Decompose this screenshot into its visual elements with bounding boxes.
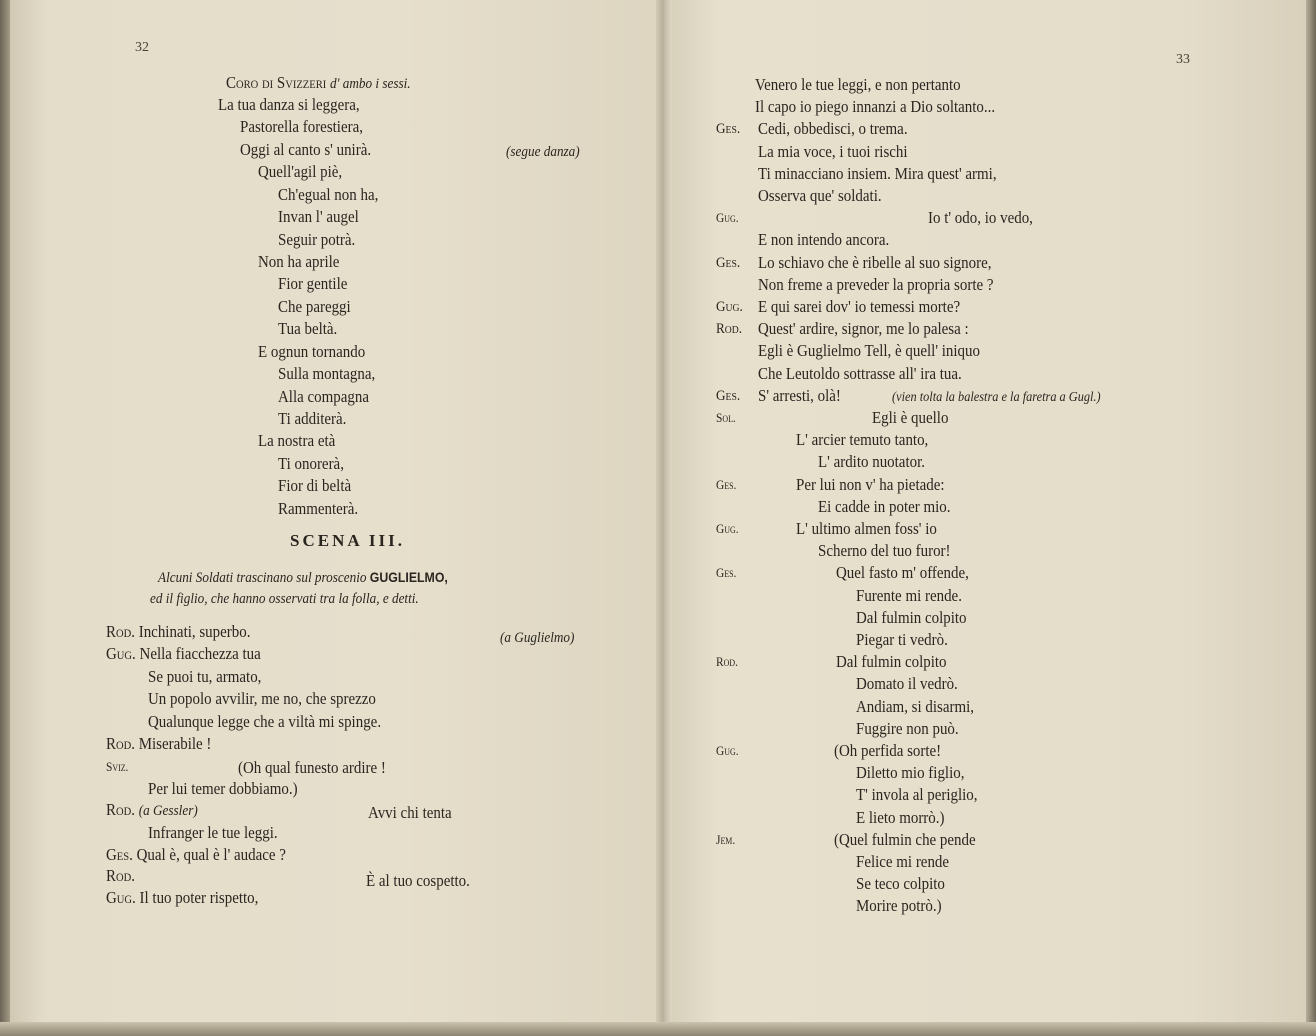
speaker-label: Rod. (106, 734, 135, 753)
dialogue-text: Io t' odo, io vedo, (928, 208, 1033, 228)
dialogue-text: E lieto morrò.) (856, 807, 945, 827)
verse-line: Oggi al canto s' unirà. (240, 140, 372, 159)
book-edge-left (0, 0, 10, 1036)
verse-line: Pastorella forestiera, (240, 117, 363, 136)
dialogue-line: Infranger le tue leggi. (148, 823, 278, 842)
scene-description-text: Alcuni Soldati trascinano sul proscenio (158, 570, 367, 586)
stage-direction: (a Gessler) (138, 803, 198, 819)
verse-line: Tua beltà. (278, 319, 338, 338)
dialogue-text: Non freme a preveder la propria sorte ? (758, 274, 994, 294)
book-gutter (656, 0, 672, 1036)
speaker-label: Ges. (716, 387, 741, 404)
dialogue-line (106, 733, 211, 755)
speaker-label: Gug. (106, 644, 136, 663)
stage-direction: (a Guglielmo) (500, 630, 575, 646)
verse-line: E ognun tornando (258, 342, 366, 361)
chorus-heading-note: d' ambo i sessi. (330, 76, 411, 92)
page-number-right: 33 (1176, 52, 1190, 67)
chorus-heading (226, 72, 411, 95)
speaker-label: Ges. (716, 476, 737, 492)
speaker-label: Ges. (716, 254, 741, 271)
dialogue-text: Egli è Guglielmo Tell, è quell' iniquo (758, 341, 981, 361)
scene-description-name: GUGLIELMO, (369, 569, 448, 585)
scene-description-line2: ed il figlio, che hanno osservati tra la folla, e detti. (150, 591, 419, 607)
speaker-label: Gug. (716, 743, 739, 758)
dialogue-text: Il capo io piego innanzi a Dio soltanto... (755, 97, 996, 117)
dialogue-line (106, 643, 261, 665)
dialogue-text: Andiam, si disarmi, (856, 696, 975, 716)
verse-line: Rammenterà. (278, 499, 359, 518)
dialogue-line (106, 887, 258, 909)
dialogue-text: Piegar ti vedrò. (856, 630, 948, 649)
dialogue-text: È al tuo cospetto. (366, 871, 470, 890)
dialogue-text: E qui sarei dov' io temessi morte? (758, 297, 961, 316)
dialogue-text: Egli è quello (872, 408, 949, 427)
verse-line: Invan l' augel (278, 207, 359, 226)
dialogue-text: Osserva que' soldati. (758, 186, 882, 205)
scene-description (158, 566, 448, 589)
speaker-label: Gug. (716, 521, 739, 536)
dialogue-text: Furente mi rende. (856, 585, 962, 605)
dialogue-text: Ei cadde in poter mio. (818, 496, 951, 516)
verse-line: Fior di beltà (278, 476, 352, 495)
dialogue-text: T' invola al periglio, (856, 785, 978, 805)
dialogue-line: Un popolo avvilir, me no, che sprezzo (148, 689, 376, 708)
dialogue-text: Felice mi rende (856, 852, 950, 871)
dialogue-text: Morire potrò.) (856, 896, 942, 916)
speaker-label: Ges. (716, 121, 741, 138)
dialogue-text: Miserabile ! (138, 734, 212, 753)
verse-line: Ch'egual non ha, (278, 185, 379, 204)
verse-line: Alla compagna (278, 387, 369, 406)
speaker-label: Gug. (106, 888, 136, 907)
book-edge-bottom (0, 1022, 1316, 1036)
dialogue-text: Cedi, obbedisci, o trema. (758, 119, 908, 139)
dialogue-line (106, 755, 128, 778)
speaker-label: Gug. (716, 299, 743, 315)
scene-title: SCENA III. (290, 531, 406, 550)
verse-line: Non ha aprile (258, 252, 340, 271)
dialogue-text: Quest' ardire, signor, me lo palesa : (758, 319, 969, 339)
dialogue-text: Quel fasto m' offende, (836, 563, 969, 583)
dialogue-text: L' arcier temuto tanto, (796, 430, 929, 450)
stage-direction: (segue danza) (506, 144, 580, 160)
verse-line: Quell'agil piè, (258, 162, 343, 181)
dialogue-line (106, 865, 135, 887)
book-edge-right (1306, 0, 1316, 1036)
dialogue-text: Qual è, qual è l' audace ? (136, 845, 286, 864)
dialogue-line (106, 799, 198, 822)
dialogue-text: Diletto mio figlio, (856, 763, 965, 783)
dialogue-text: La mia voce, i tuoi rischi (758, 141, 908, 161)
dialogue-text: Il tuo poter rispetto, (139, 888, 259, 907)
verse-line: Che pareggi (278, 297, 351, 316)
verse-line: Seguir potrà. (278, 230, 356, 249)
dialogue-text: (Quel fulmin che pende (834, 829, 976, 849)
verse-line: Sulla montagna, (278, 364, 376, 383)
dialogue-text: Domato il vedrò. (856, 674, 958, 694)
dialogue-text: Ti minacciano insiem. Mira quest' armi, (758, 163, 997, 183)
speaker-label: Ges. (716, 565, 737, 581)
dialogue-line: Se puoi tu, armato, (148, 667, 262, 686)
verse-line: Ti onorerà, (278, 454, 344, 473)
speaker-label: Sviz. (106, 759, 129, 774)
dialogue-line: Qualunque legge che a viltà mi spinge. (148, 712, 382, 731)
dialogue-text: S' arresti, olà! (758, 385, 841, 405)
dialogue-text: E non intendo ancora. (758, 230, 890, 250)
verse-line: La nostra età (258, 431, 336, 450)
dialogue-text: Dal fulmin colpito (836, 652, 947, 672)
dialogue-line (106, 621, 250, 643)
speaker-label: Sol. (716, 410, 736, 425)
dialogue-text: L' ultimo almen foss' io (796, 519, 937, 538)
dialogue-text: Lo schiavo che è ribelle al suo signore, (758, 252, 992, 272)
chorus-heading-name: Coro di Svizzeri (226, 73, 327, 92)
verse-line: Ti additerà. (278, 409, 347, 428)
dialogue-text: Per lui non v' ha pietade: (796, 474, 945, 494)
dialogue-text: Avvi chi tenta (368, 803, 452, 822)
dialogue-line (106, 844, 286, 866)
dialogue-text: Dal fulmin colpito (856, 607, 967, 627)
dialogue-line: Per lui temer dobbiamo.) (148, 779, 298, 798)
speaker-label: Rod. (716, 321, 743, 338)
speaker-label: Ges. (106, 845, 133, 864)
speaker-label: Gug. (716, 210, 739, 226)
dialogue-text: Se teco colpito (856, 874, 945, 894)
dialogue-text: Che Leutoldo sottrasse all' ira tua. (758, 363, 962, 383)
verse-line: Fior gentile (278, 274, 348, 293)
speaker-label: Rod. (106, 800, 135, 819)
dialogue-text: (Oh perfida sorte! (834, 741, 942, 760)
speaker-label: Rod. (106, 866, 135, 885)
dialogue-text: (Oh qual funesto ardire ! (238, 758, 386, 777)
dialogue-text: L' ardito nuotator. (818, 452, 925, 472)
speaker-label: Rod. (716, 654, 738, 670)
stage-direction: (vien tolta la balestra e la faretra a Gugl.) (892, 389, 1101, 405)
speaker-label: Jem. (716, 831, 736, 847)
dialogue-text: Inchinati, superbo. (138, 622, 251, 641)
speaker-label: Rod. (106, 622, 135, 641)
verse-line: La tua danza si leggera, (218, 95, 360, 114)
page-number-left: 32 (135, 40, 149, 55)
dialogue-text: Venero le tue leggi, e non pertanto (755, 75, 961, 94)
dialogue-text: Nella fiacchezza tua (139, 644, 261, 663)
dialogue-text: Fuggire non può. (856, 718, 959, 738)
dialogue-text: Scherno del tuo furor! (818, 541, 951, 561)
